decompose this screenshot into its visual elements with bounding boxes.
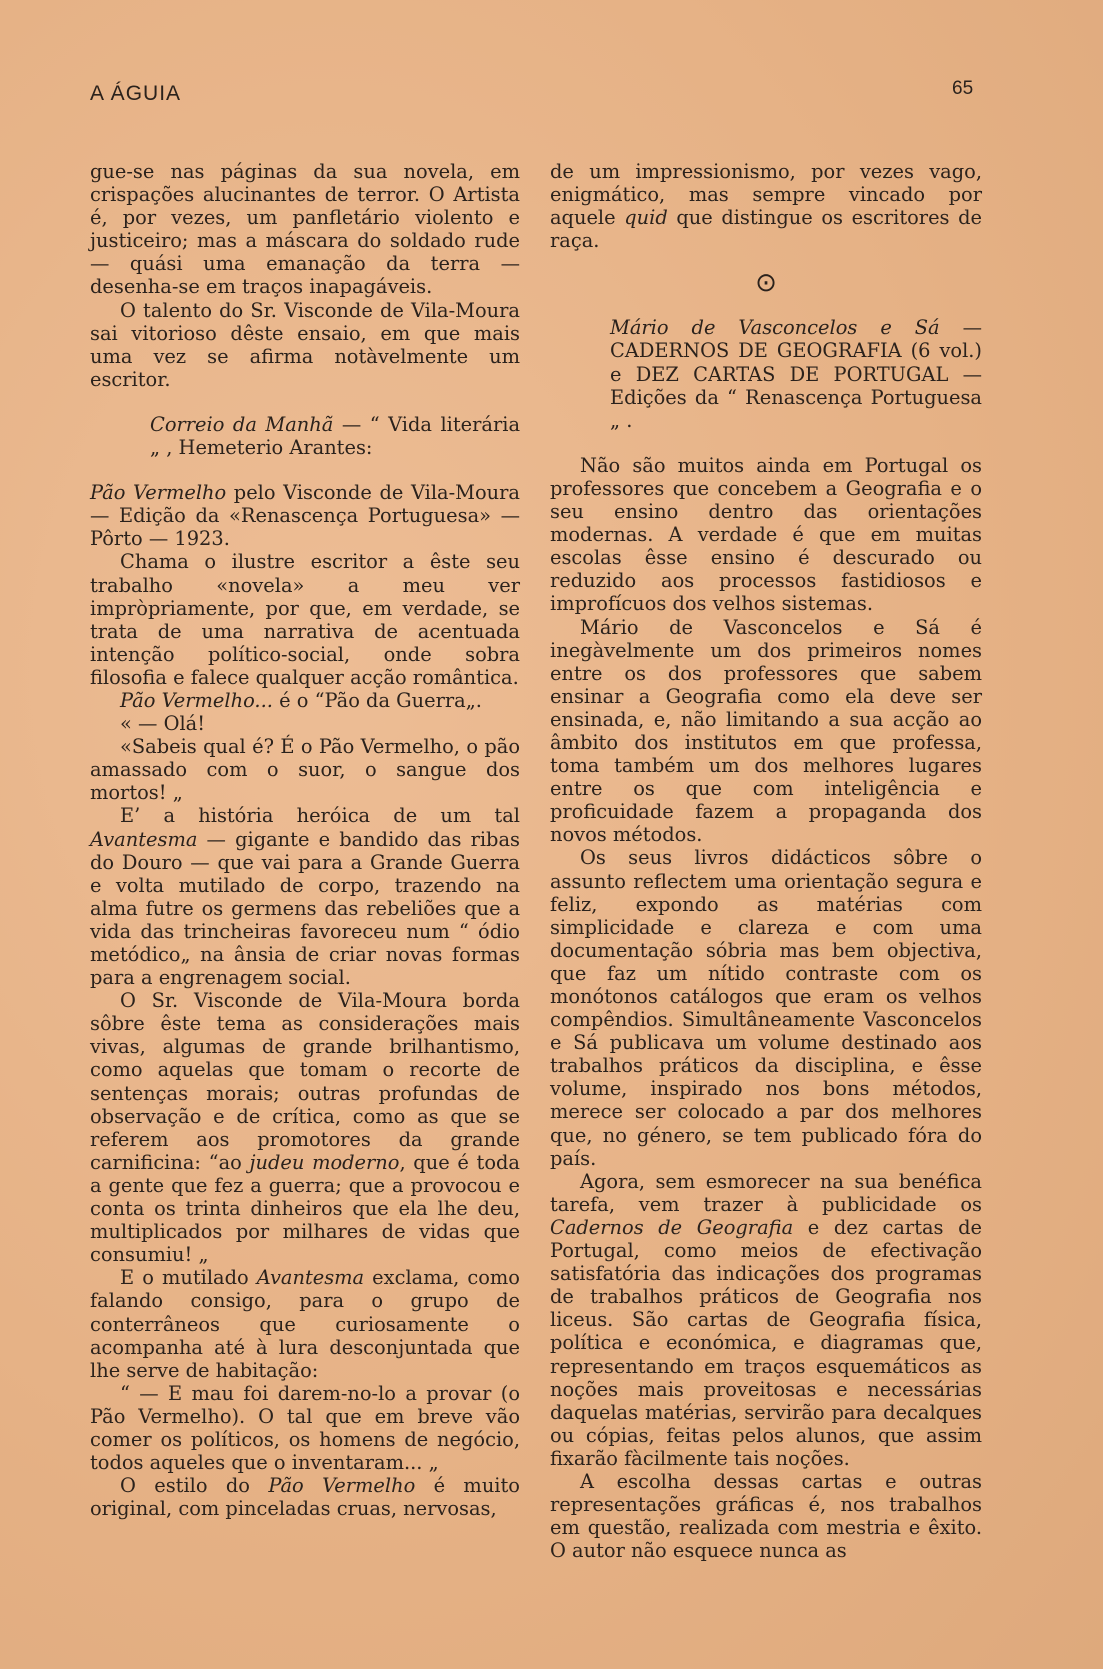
text: de um impressionismo, por vezes vago, enigmático, mas sempre vincado por aquele: [550, 160, 982, 230]
text: que distingue os escritores de raça.: [550, 206, 982, 253]
book-reference: [90, 481, 520, 550]
paragraph: [90, 689, 520, 712]
review-heading: [550, 316, 982, 431]
italic-text: Pão Vermelho: [268, 1474, 416, 1498]
spacer: [550, 432, 982, 454]
italic-text: Cadernos de Geografia: [550, 1215, 794, 1239]
paragraph: Não são muitos ainda em Portugal os professores que concebem a Geografia e o seu ensino dentro das orientações modernas. A verdade é que em muitas escolas êsse ensino é descurado ou reduzido aos processos fastidiosos e improfícuos dos velhos sistemas.: [550, 453, 982, 616]
italic-text: Pão Vermelho...: [120, 688, 273, 712]
section-ornament-icon: ⊙: [755, 268, 777, 299]
paragraph: Os seus livros didácticos sôbre o assunto reflectem uma orientação segura e feliz, expondo as matérias com simplicidade e clareza e com uma documentação sóbria mas bem objectiva, que faz um nítido contraste com os monótonos catálogos que eram os velhos compêndios. Simultâneamente Vasconcelos e Sá publicava um volume destinado aos trabalhos práticos da disciplina, e êsse volume, inspirado nos bons métodos, merece ser colocado a par dos melhores que, no género, se tem publicado fóra do país.: [550, 846, 982, 1170]
text: é o “Pão da Guerra„.: [272, 688, 482, 712]
paragraph: [90, 989, 520, 1266]
book-title: Pão Vermelho: [90, 481, 227, 505]
text: , que é toda a gente que fez a guerra; que a provocou e conta os trinta dinheiros que ela lhe deu, multiplicados por milhares de vidas que consumiu! „: [90, 1150, 520, 1267]
text: O estilo do: [120, 1474, 269, 1498]
journal-name: Correio da Manhã: [150, 412, 334, 436]
paragraph: [90, 1474, 520, 1520]
paragraph: «Sabeis qual é? É o Pão Vermelho, o pão amassado com o suor, o sangue dos mortos! „: [90, 735, 520, 805]
paragraph: [90, 1266, 520, 1381]
review-heading-rest: — “ Vida literária „ , Hemeterio Arantes:: [150, 412, 520, 460]
author-name: Mário de Vasconcelos e Sá: [610, 316, 940, 340]
text: é muito original, com pinceladas cruas, nervosas,: [90, 1474, 520, 1521]
paragraph: Chama o ilustre escritor a êste seu trabalho «novela» a meu ver impròpriamente, por que, em verdade, se trata de uma narrativa de acentuada intenção político-social, onde sobra filosofia e falece qualquer acção romântica.: [90, 550, 520, 689]
paragraph: “ — E mau foi darem-no-lo a provar (o Pão Vermelho). O tal que em breve vão comer os políticos, os homens de negócio, todos aqueles que o inventaram... „: [90, 1381, 520, 1475]
right-column: [550, 160, 982, 1562]
text: exclama, como falando consigo, para o grupo de conterrâneos que curiosamente o acompanha até à lura desconjuntada que lhe serve de habitação:: [90, 1266, 520, 1382]
italic-text: quid: [624, 206, 668, 230]
running-title: A ÁGUIA: [90, 82, 182, 105]
spacer: [90, 391, 520, 413]
text: O Sr. Visconde de Vila-Moura borda sôbre êste tema as considerações mais vivas, algumas de grande brilhantismo, como aquelas que tomam o recorte de sentenças morais; outras profundas de observação e de crítica, como as que se referem aos promotores da grande carnificina: “ao: [90, 989, 520, 1174]
italic-text: Avantesma: [256, 1266, 365, 1290]
paragraph: [550, 160, 982, 252]
italic-text: Avantesma: [90, 827, 198, 851]
review-heading-rest: — CADERNOS DE GEOGRAFIA (6 vol.) e DEZ CARTAS DE PORTUGAL — Edições da “ Renascença Portuguesa „ .: [610, 316, 982, 432]
left-column: [90, 160, 520, 1520]
paragraph: [550, 1170, 982, 1470]
text: Agora, sem esmorecer na sua benéfica tarefa, vem trazer à publicidade os: [550, 1169, 982, 1216]
book-reference-rest: pelo Visconde de Vila-Moura — Edição da «Renascença Portuguesa» — Pôrto — 1923.: [90, 481, 520, 551]
paragraph: « — Olá!: [120, 712, 206, 736]
page-number: 65: [952, 78, 974, 99]
text: — gigante e bandido das ribas do Douro — que vai para a Grande Guerra e volta mutilado de corpo, trazendo na alma futre os germens das rebeliões que a vida das trincheiras favoreceu num “ ódio metódico„ na ânsia de criar novas formas para a engrenagem social.: [90, 827, 520, 990]
text: e dez cartas de Portugal, como meios de efectivação satisfatória das indicações dos programas de trabalhos práticos de Geografia nos liceus. São cartas de Geografia física, política e económica, e diagramas que, representando em traços esquemáticos as noções mais proveitosas e necessárias daquelas matérias, servirão para decalques ou cópias, feitas pelos alunos, que assim fixarão fàcilmente tais noções.: [550, 1215, 982, 1470]
text: E o mutilado: [120, 1266, 257, 1290]
paragraph: [90, 804, 520, 989]
review-heading: [90, 413, 520, 459]
paragraph: A escolha dessas cartas e outras representações gráficas é, nos trabalhos em questão, realizada com mestria e êxito. O autor não esquece nunca as: [550, 1469, 982, 1563]
paragraph: O talento do Sr. Visconde de Vila-Moura sai vitorioso dêste ensaio, em que mais uma vez se afirma notàvelmente um escritor.: [90, 298, 520, 391]
text: E’ a história heróica de um tal: [120, 804, 520, 828]
paragraph: gue-se nas páginas da sua novela, em crispações alucinantes de terror. O Artista é, por vezes, um panfletário violento e justiceiro; mas a máscara do soldado rude — quási uma emanação da terra — desenha-se em traços inapagáveis.: [90, 160, 520, 299]
spacer: [90, 459, 520, 481]
italic-text: judeu moderno: [249, 1150, 400, 1174]
paragraph: Mário de Vasconcelos e Sá é inegàvelmente um dos primeiros nomes entre os dos professores que sabem ensinar a Geografia como ela deve ser ensinada, e, não limitando a sua acção ao âmbito dos institutos em que professa, toma também um dos melhores lugares entre os que com inteligência e proficuidade fazem a propaganda dos novos métodos.: [550, 615, 982, 847]
